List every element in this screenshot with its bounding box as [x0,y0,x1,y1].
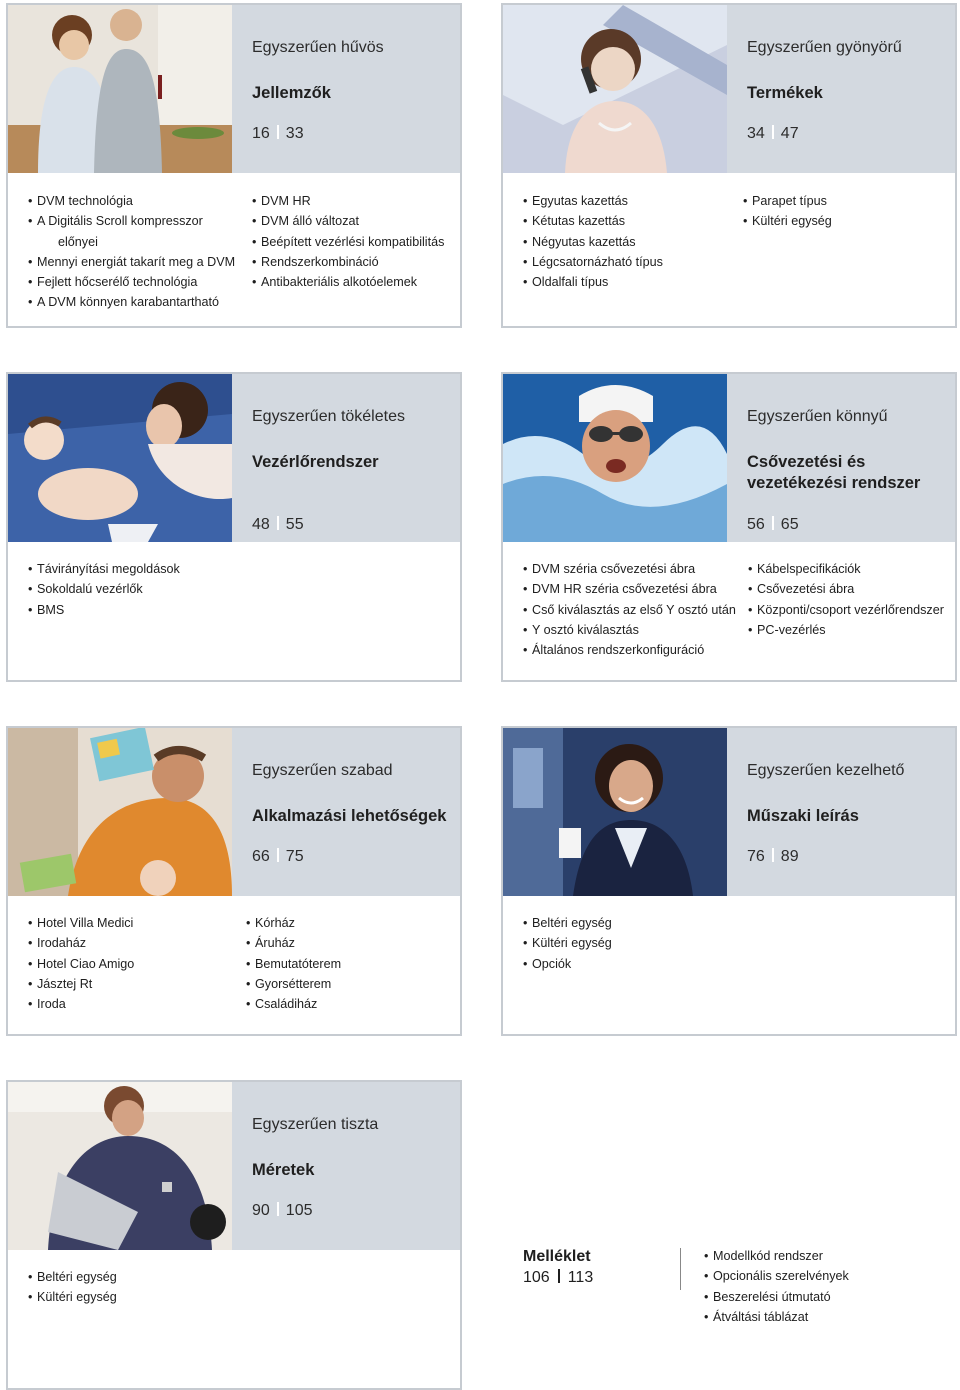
page-start: 16 [252,125,270,142]
section-card-dimensions [6,1080,462,1390]
list-item: • BMS [28,600,180,620]
list-item: • Irodaház [28,933,134,953]
list-item: • Antibakteriális alkotóelemek [252,272,444,292]
section-tagline: Egyszerűen szabad [252,762,393,779]
list-item: • Cső kiválasztás az első Y osztó után [523,600,736,620]
applications-list-left [28,913,134,1014]
list-item: • Jásztej Rt [28,974,134,994]
page-separator [277,125,279,139]
page-separator [558,1269,560,1283]
section-tagline: Egyszerűen gyönyörű [747,39,902,56]
list-item: • Iroda [28,994,134,1014]
piping-list-left [523,559,736,660]
page-start: 34 [747,125,765,142]
product-list-right [743,191,832,232]
section-tagline: Egyszerűen hűvös [252,39,384,56]
dimensions-list [28,1267,117,1308]
section-tagline: Egyszerűen tökéletes [252,408,405,425]
list-item: • Beltéri egység [28,1267,117,1287]
section-card-technical [501,726,957,1036]
page-separator [772,516,774,530]
appendix-title: Melléklet [523,1248,591,1265]
page-end: 89 [780,848,799,865]
section-title: Jellemzők [252,84,331,102]
section-tagline: Egyszerűen kezelhető [747,762,905,779]
section-title [747,452,920,494]
page-separator [772,848,774,862]
list-item: • Mennyi energiát takarít meg a DVM [28,252,235,272]
section-title: Termékek [747,84,823,102]
page-end: 55 [285,516,304,533]
page-range [747,125,799,143]
list-item: • Családiház [246,994,341,1014]
list-item: • Átváltási táblázat [704,1307,849,1327]
father-child-photo [8,728,232,896]
list-item: • Távirányítási megoldások [28,559,180,579]
section-card-piping [501,372,957,682]
page-range [252,516,304,534]
section-card-features [6,3,462,328]
list-item: • DVM széria csővezetési ábra [523,559,736,579]
list-item: • Beltéri egység [523,913,612,933]
piping-list-right [748,559,944,640]
list-item: • Hotel Ciao Amigo [28,954,134,974]
appendix-heading [523,1247,593,1289]
page-end: 75 [285,848,304,865]
page-range [747,516,799,534]
list-item: • DVM HR széria csővezetési ábra [523,579,736,599]
list-item: • Beépített vezérlési kompatibilitás [252,232,444,252]
appendix-divider [680,1248,681,1290]
technical-list [523,913,612,974]
list-item: • Kábelspecifikációk [748,559,944,579]
list-item: • Négyutas kazettás [523,232,663,252]
list-item: • Kültéri egység [523,933,612,953]
page-range [252,1202,313,1220]
section-title: Vezérlőrendszer [252,453,379,471]
list-item: • Opciók [523,954,612,974]
list-item: • Kórház [246,913,341,933]
page-start: 90 [252,1202,270,1219]
woman-coffee-photo [503,728,727,896]
section-tagline: Egyszerűen könnyű [747,408,888,425]
appendix-page-range [523,1267,593,1289]
page-separator [277,516,279,530]
list-item: • Y osztó kiválasztás [523,620,736,640]
list-item: • Modellkód rendszer [704,1246,849,1266]
section-card-applications [6,726,462,1036]
page-start: 76 [747,848,765,865]
section-tagline: Egyszerűen tiszta [252,1116,379,1133]
mother-baby-photo [8,374,232,542]
page-end: 33 [285,125,304,142]
section-card-control [6,372,462,682]
product-list-left [523,191,663,292]
feature-list-right [252,191,444,292]
page-separator [277,848,279,862]
section-title: Alkalmazási lehetőségek [252,807,447,825]
list-item: • Gyorsétterem [246,974,341,994]
page-end: 113 [567,1269,594,1286]
page-range [252,125,304,143]
page-start: 106 [523,1269,550,1286]
list-item: • Rendszerkombináció [252,252,444,272]
list-item: • Kétutas kazettás [523,211,663,231]
page-start: 48 [252,516,270,533]
appendix-list [704,1246,849,1327]
list-item: • Fejlett hőcserélő technológia [28,272,235,292]
list-item: • Hotel Villa Medici [28,913,134,933]
list-item: • Kültéri egység [743,211,832,231]
list-item: • DVM álló változat [252,211,444,231]
list-item: • Bemutatóterem [246,954,341,974]
title-line-1: Csővezetési és [747,453,866,471]
section-card-products [501,3,957,328]
section-title: Műszaki leírás [747,807,859,825]
list-item: • Beszerelési útmutató [704,1287,849,1307]
list-item: • Opcionális szerelvények [704,1266,849,1286]
man-laptop-photo [8,1082,232,1250]
list-item: • A DVM könnyen karabantartható [28,292,235,312]
page-end: 105 [285,1202,313,1219]
list-item: • Csővezetési ábra [748,579,944,599]
list-item-continuation: előnyei [58,234,98,249]
woman-phone-photo [503,5,727,173]
list-item: • PC-vezérlés [748,620,944,640]
list-item: • Áruház [246,933,341,953]
page-end: 47 [780,125,799,142]
list-item: • Központi/csoport vezérlőrendszer [748,600,944,620]
page-separator [772,125,774,139]
list-item: • Légcsatornázható típus [523,252,663,272]
control-list [28,559,180,620]
list-item: • Sokoldalú vezérlők [28,579,180,599]
page-end: 65 [780,516,799,533]
page-start: 56 [747,516,765,533]
title-line-2: vezetékezési rendszer [747,474,921,492]
list-item: • DVM HR [252,191,444,211]
list-item: • A Digitális Scroll kompresszor [28,211,235,231]
list-item: • Egyutas kazettás [523,191,663,211]
page-range [747,848,799,866]
section-title: Méretek [252,1161,315,1179]
list-item: • Parapet típus [743,191,832,211]
page-separator [277,1202,279,1216]
family-kitchen-photo [8,5,232,173]
page-range [252,848,304,866]
list-item: • Oldalfali típus [523,272,663,292]
swimmer-photo [503,374,727,542]
list-item: • Általános rendszerkonfiguráció [523,640,736,660]
list-item: • DVM technológia [28,191,235,211]
list-item: • Kültéri egység [28,1287,117,1307]
page-start: 66 [252,848,270,865]
feature-list-left [28,191,235,313]
applications-list-right [246,913,341,1014]
